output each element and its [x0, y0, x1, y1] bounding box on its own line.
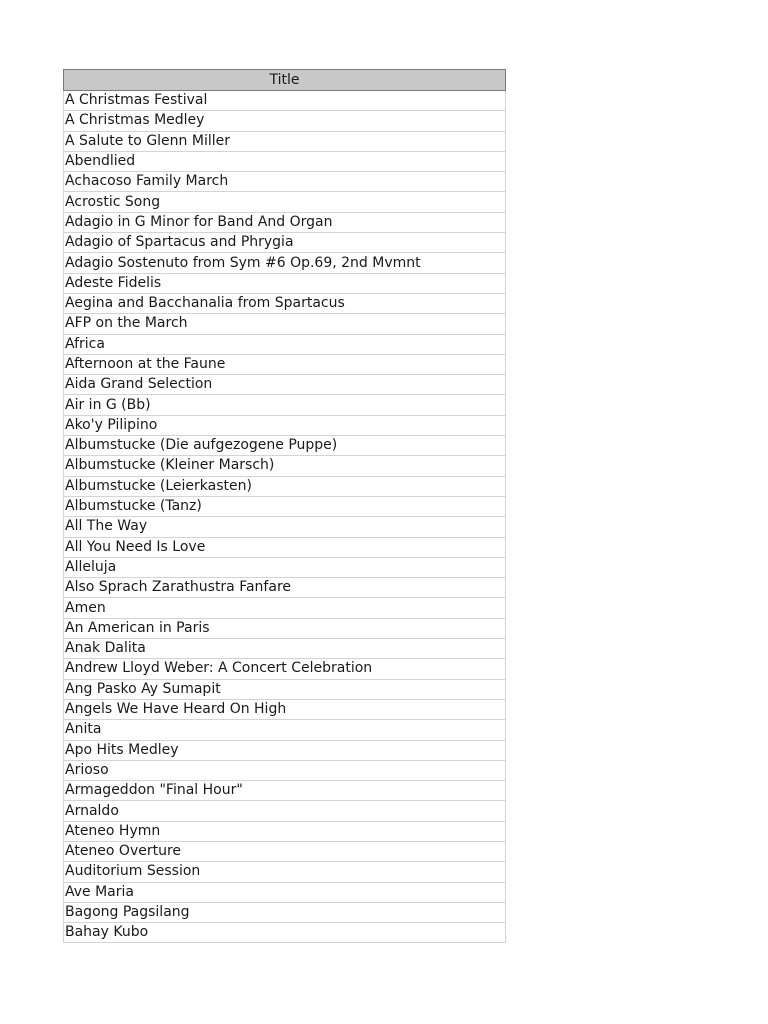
title-cell[interactable]: Apo Hits Medley: [64, 740, 506, 760]
title-cell[interactable]: Angels We Have Heard On High: [64, 699, 506, 719]
table-row: [64, 172, 506, 192]
table-row: [64, 902, 506, 922]
table-row: [64, 111, 506, 131]
table-row: [64, 334, 506, 354]
title-cell[interactable]: Acrostic Song: [64, 192, 506, 212]
table-row: [64, 517, 506, 537]
table-row: [64, 781, 506, 801]
title-cell[interactable]: Anak Dalita: [64, 639, 506, 659]
title-cell[interactable]: Alleluja: [64, 557, 506, 577]
title-cell[interactable]: All You Need Is Love: [64, 537, 506, 557]
title-cell[interactable]: Arnaldo: [64, 801, 506, 821]
title-cell[interactable]: Aegina and Bacchanalia from Spartacus: [64, 293, 506, 313]
table-row: [64, 212, 506, 232]
title-cell[interactable]: Anita: [64, 720, 506, 740]
title-cell[interactable]: A Christmas Festival: [64, 91, 506, 111]
table-row: [64, 192, 506, 212]
table-row: [64, 679, 506, 699]
title-cell[interactable]: Albumstucke (Die aufgezogene Puppe): [64, 436, 506, 456]
table-row: [64, 801, 506, 821]
table-row: [64, 740, 506, 760]
title-cell[interactable]: Afternoon at the Faune: [64, 354, 506, 374]
title-cell[interactable]: Air in G (Bb): [64, 395, 506, 415]
table-row: [64, 476, 506, 496]
title-cell[interactable]: Aida Grand Selection: [64, 375, 506, 395]
table-row: [64, 598, 506, 618]
title-cell[interactable]: Also Sprach Zarathustra Fanfare: [64, 578, 506, 598]
title-table: [63, 69, 506, 943]
title-cell[interactable]: Auditorium Session: [64, 862, 506, 882]
table-row: [64, 882, 506, 902]
table-row: [64, 395, 506, 415]
title-cell[interactable]: Ako'y Pilipino: [64, 415, 506, 435]
column-header-title[interactable]: Title: [64, 70, 506, 91]
table-row: [64, 415, 506, 435]
table-row: [64, 354, 506, 374]
title-cell[interactable]: Albumstucke (Leierkasten): [64, 476, 506, 496]
title-cell[interactable]: AFP on the March: [64, 314, 506, 334]
table-row: [64, 91, 506, 111]
title-cell[interactable]: Ang Pasko Ay Sumapit: [64, 679, 506, 699]
table-row: [64, 699, 506, 719]
table-row: [64, 293, 506, 313]
title-cell[interactable]: Adagio in G Minor for Band And Organ: [64, 212, 506, 232]
table-row: [64, 253, 506, 273]
table-row: [64, 131, 506, 151]
table-row: [64, 375, 506, 395]
header-row: [64, 70, 506, 91]
table-row: [64, 578, 506, 598]
table-row: [64, 760, 506, 780]
title-cell[interactable]: All The Way: [64, 517, 506, 537]
table-row: [64, 151, 506, 171]
table-row: [64, 923, 506, 943]
title-cell[interactable]: Albumstucke (Tanz): [64, 496, 506, 516]
table-row: [64, 496, 506, 516]
table-row: [64, 273, 506, 293]
title-cell[interactable]: Adagio of Spartacus and Phrygia: [64, 233, 506, 253]
title-cell[interactable]: Armageddon "Final Hour": [64, 781, 506, 801]
table-row: [64, 314, 506, 334]
title-cell[interactable]: Ave Maria: [64, 882, 506, 902]
table-row: [64, 720, 506, 740]
table-row: [64, 233, 506, 253]
table-row: [64, 862, 506, 882]
title-cell[interactable]: Achacoso Family March: [64, 172, 506, 192]
title-cell[interactable]: An American in Paris: [64, 618, 506, 638]
table-body: [64, 91, 506, 943]
table-row: [64, 456, 506, 476]
table-row: [64, 436, 506, 456]
table-row: [64, 537, 506, 557]
title-cell[interactable]: Andrew Lloyd Weber: A Concert Celebration: [64, 659, 506, 679]
table-row: [64, 639, 506, 659]
table-row: [64, 821, 506, 841]
title-cell[interactable]: Africa: [64, 334, 506, 354]
title-cell[interactable]: A Christmas Medley: [64, 111, 506, 131]
title-cell[interactable]: Ateneo Overture: [64, 841, 506, 861]
title-cell[interactable]: Bahay Kubo: [64, 923, 506, 943]
table-row: [64, 659, 506, 679]
table-row: [64, 618, 506, 638]
title-cell[interactable]: Albumstucke (Kleiner Marsch): [64, 456, 506, 476]
title-cell[interactable]: A Salute to Glenn Miller: [64, 131, 506, 151]
title-cell[interactable]: Adagio Sostenuto from Sym #6 Op.69, 2nd Mvmnt: [64, 253, 506, 273]
title-cell[interactable]: Arioso: [64, 760, 506, 780]
title-cell[interactable]: Ateneo Hymn: [64, 821, 506, 841]
title-cell[interactable]: Amen: [64, 598, 506, 618]
table-row: [64, 841, 506, 861]
title-cell[interactable]: Adeste Fidelis: [64, 273, 506, 293]
title-cell[interactable]: Bagong Pagsilang: [64, 902, 506, 922]
title-cell[interactable]: Abendlied: [64, 151, 506, 171]
table-row: [64, 557, 506, 577]
